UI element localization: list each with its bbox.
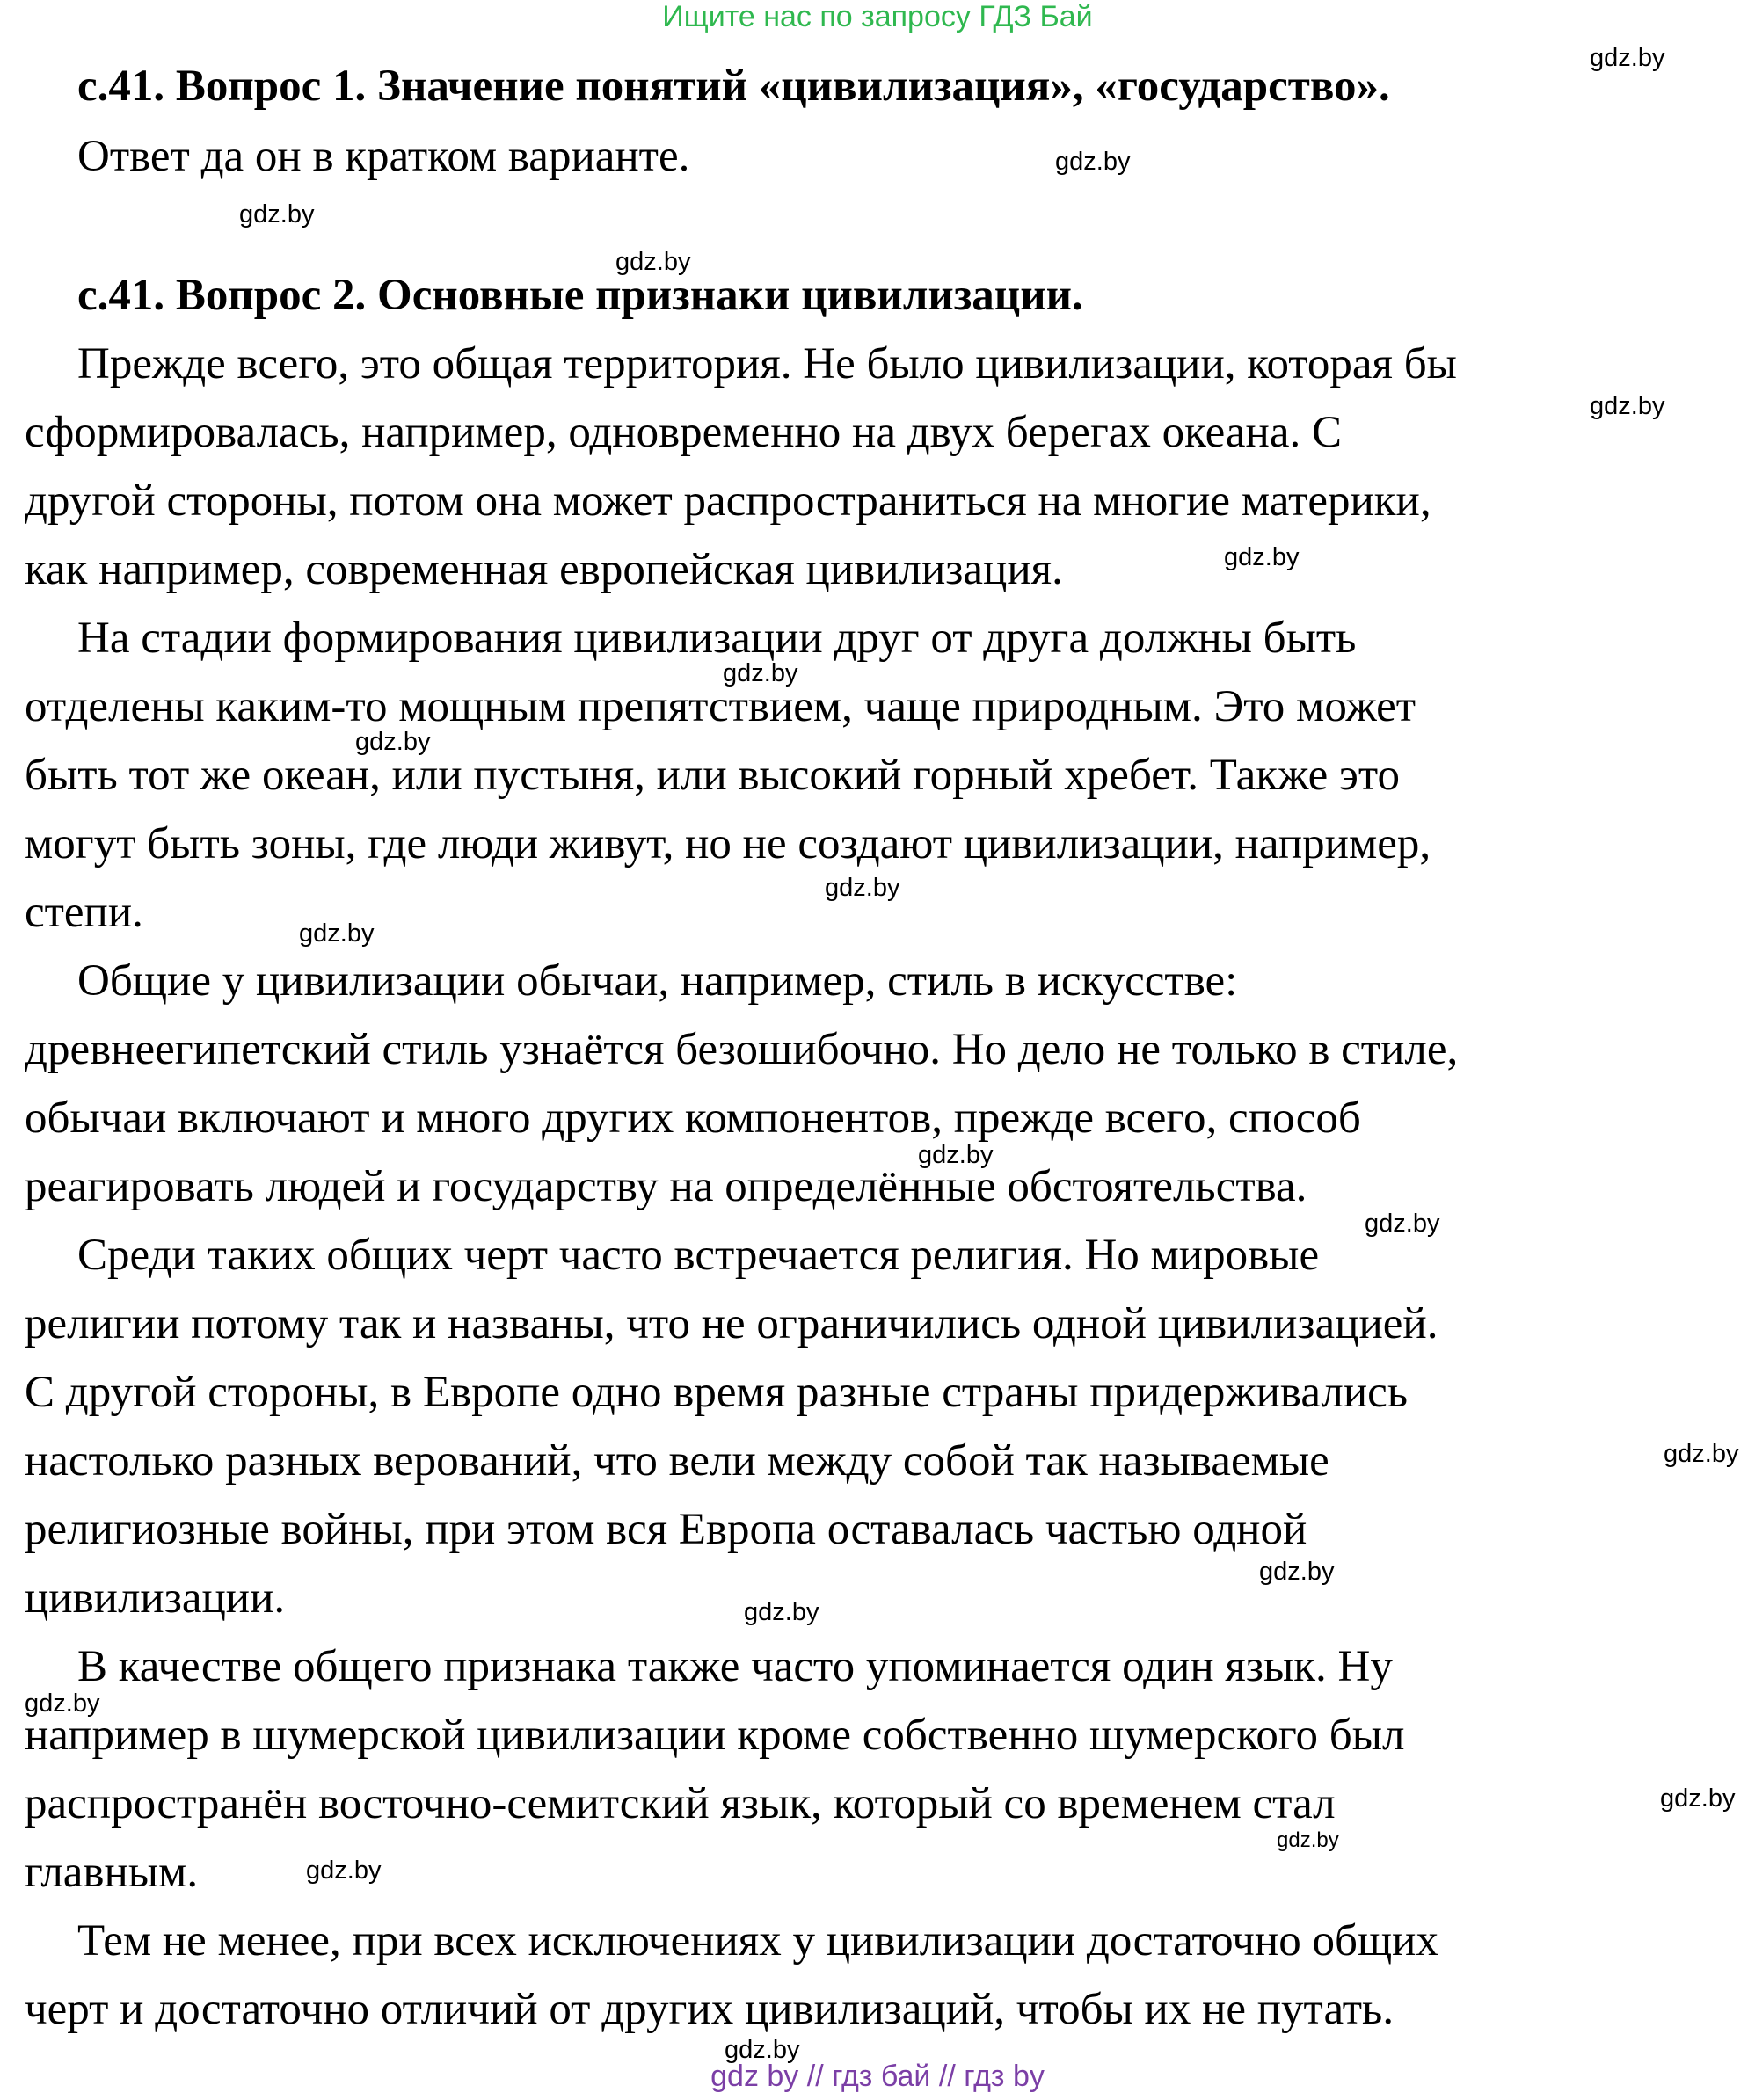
watermark: gdz.by <box>1055 148 1131 176</box>
answer-line: религиозные войны, при этом вся Европа оставалась частью одной <box>25 1505 1307 1554</box>
watermark: gdz.by <box>615 248 691 276</box>
answer-line: религии потому так и названы, что не ограничились одной цивилизацией. <box>25 1299 1438 1348</box>
watermark: gdz.by <box>723 659 798 687</box>
watermark: gdz.by <box>1224 543 1300 571</box>
watermark: gdz.by <box>299 919 375 948</box>
watermark: gdz.by <box>355 728 431 756</box>
answer-line: главным. <box>25 1848 199 1897</box>
question-1-heading: с.41. Вопрос 1. Значение понятий «цивилизация», «государство». <box>77 62 1390 111</box>
watermark: gdz.by <box>1590 44 1665 72</box>
watermark: gdz.by <box>1660 1784 1736 1813</box>
question-1-answer: Ответ да он в кратком варианте. <box>77 132 690 181</box>
answer-line: реагировать людей и государству на определённые обстоятельства. <box>25 1162 1307 1211</box>
watermark: gdz.by <box>239 200 315 229</box>
search-promo-link[interactable]: Ищите нас по запросу ГДЗ Бай <box>662 0 1093 33</box>
answer-line: древнеегипетский стиль узнаётся безошибочно. Но дело не только в стиле, <box>25 1025 1459 1074</box>
answer-line: быть тот же океан, или пустыня, или высокий горный хребет. Также это <box>25 751 1401 800</box>
answer-line: Тем не менее, при всех исключениях у цивилизации достаточно общих <box>77 1916 1438 1966</box>
watermark: gdz.by <box>1277 1828 1339 1852</box>
answer-line: С другой стороны, в Европе одно время разные страны придерживались <box>25 1368 1409 1417</box>
answer-line: На стадии формирования цивилизации друг от друга должны быть <box>77 614 1357 663</box>
answer-line: степи. <box>25 888 143 937</box>
answer-line: как например, современная европейская цивилизация. <box>25 545 1063 594</box>
answer-line: Общие у цивилизации обычаи, например, стиль в искусстве: <box>77 956 1238 1006</box>
watermark: gdz.by <box>25 1689 100 1718</box>
watermark: gdz.by <box>744 1598 819 1626</box>
answer-line: отделены каким-то мощным препятствием, чаще природным. Это может <box>25 682 1416 731</box>
question-2-heading: с.41. Вопрос 2. Основные признаки цивилизации. <box>77 271 1083 320</box>
watermark: gdz.by <box>1259 1558 1335 1586</box>
watermark: gdz.by <box>1365 1210 1440 1238</box>
answer-line: распространён восточно-семитский язык, который со временем стал <box>25 1779 1336 1828</box>
footer-search-links[interactable]: gdz by // гдз бай // гдз by <box>710 2060 1045 2093</box>
answer-line: могут быть зоны, где люди живут, но не создают цивилизации, например, <box>25 819 1431 868</box>
answer-line: цивилизации. <box>25 1573 286 1623</box>
watermark: gdz.by <box>725 2036 800 2064</box>
answer-line: В качестве общего признака также часто упоминается один язык. Ну <box>77 1642 1393 1691</box>
answer-line: например в шумерской цивилизации кроме собственно шумерского был <box>25 1711 1405 1760</box>
answer-line: обычаи включают и много других компонентов, прежде всего, способ <box>25 1094 1361 1143</box>
answer-line: другой стороны, потом она может распространиться на многие материки, <box>25 476 1431 526</box>
answer-line: Среди таких общих черт часто встречается религия. Но мировые <box>77 1231 1320 1280</box>
watermark: gdz.by <box>825 874 900 902</box>
answer-line: сформировалась, например, одновременно на двух берегах океана. С <box>25 408 1342 457</box>
answer-line: настолько разных верований, что вели между собой так называемые <box>25 1436 1329 1486</box>
watermark: gdz.by <box>306 1857 382 1885</box>
watermark: gdz.by <box>1664 1440 1739 1468</box>
watermark: gdz.by <box>1590 392 1665 420</box>
answer-line: черт и достаточно отличий от других цивилизаций, чтобы их не путать. <box>25 1985 1395 2034</box>
answer-line: Прежде всего, это общая территория. Не было цивилизации, которая бы <box>77 339 1457 389</box>
watermark: gdz.by <box>918 1141 994 1169</box>
